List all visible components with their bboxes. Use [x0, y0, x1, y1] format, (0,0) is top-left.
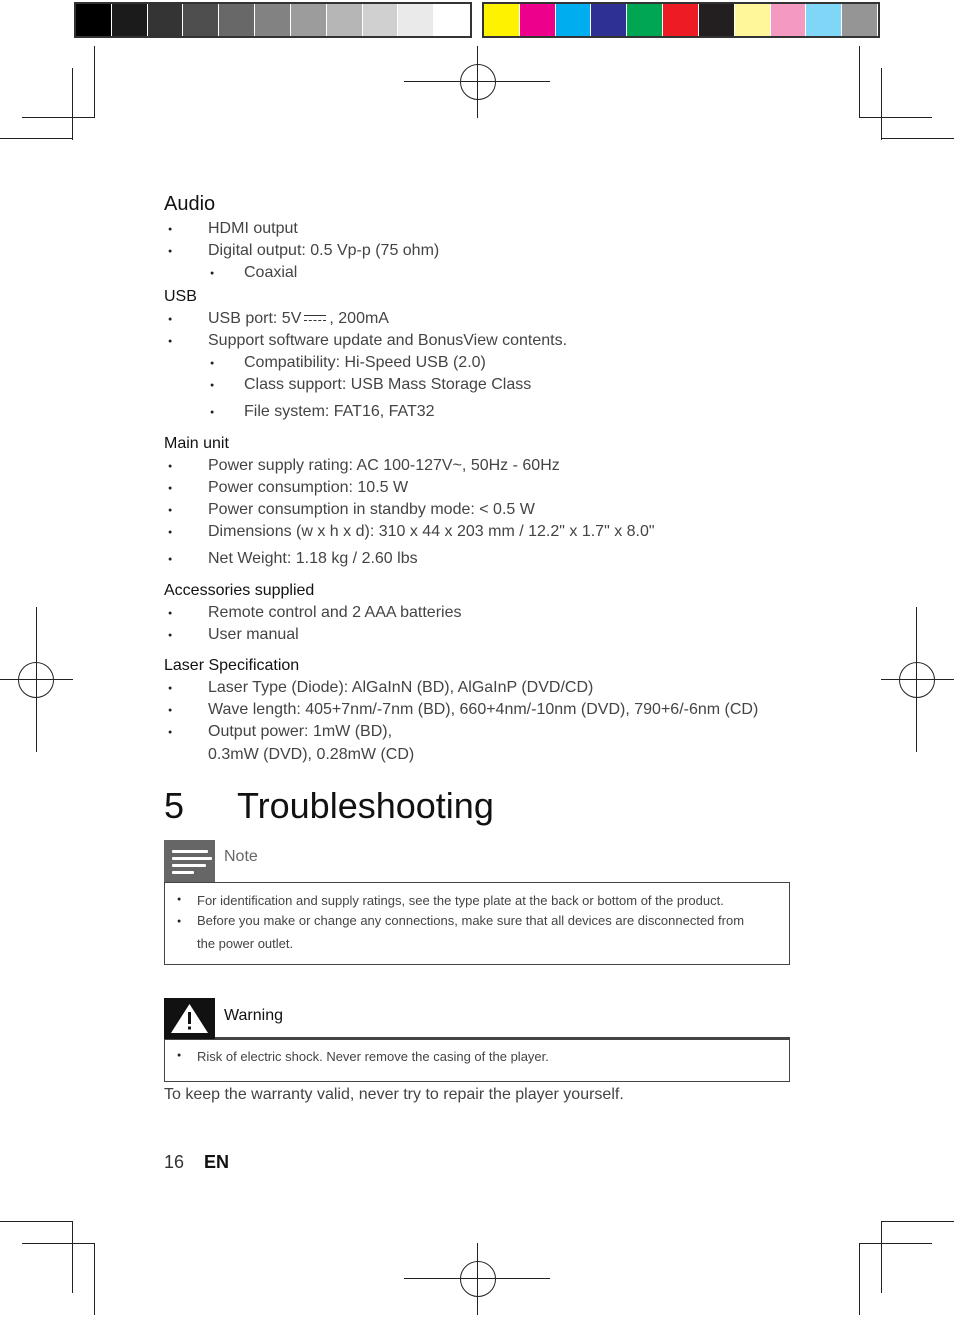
- list-item: ● Dimensions (w x h x d): 310 x 44 x 203 mm / 12.2" x 1.7" x 8.0": [164, 521, 794, 543]
- list-item: ● HDMI output: [164, 218, 794, 240]
- note-label: Note: [224, 848, 258, 865]
- list-item: ● User manual: [164, 624, 794, 646]
- warning-icon: [164, 998, 215, 1039]
- page-number: 16: [164, 1152, 185, 1172]
- color-swatch: [735, 4, 771, 36]
- color-swatch: [327, 4, 363, 36]
- color-swatch: [699, 4, 735, 36]
- note-icon: [164, 840, 215, 882]
- page-footer: [164, 1152, 229, 1173]
- color-swatch: [842, 4, 878, 36]
- audio-heading: Audio: [164, 193, 216, 215]
- list-item: ● File system: FAT16, FAT32: [164, 401, 794, 423]
- color-swatch: [363, 4, 399, 36]
- color-swatch: [520, 4, 556, 36]
- color-swatch: [112, 4, 148, 36]
- color-swatch: [398, 4, 434, 36]
- color-swatch: [484, 4, 520, 36]
- list-item: ● Risk of electric shock. Never remove the casing of the player.: [165, 1046, 789, 1068]
- color-swatch: [291, 4, 327, 36]
- color-swatch: [771, 4, 807, 36]
- chapter-heading: [164, 782, 494, 830]
- list-item: ● Net Weight: 1.18 kg / 2.60 lbs: [164, 548, 794, 570]
- list-item: ● Coaxial: [164, 262, 794, 284]
- note-box: [164, 882, 790, 965]
- specification-content: [164, 190, 794, 767]
- main-unit-heading: Main unit: [164, 435, 229, 452]
- list-item: ● Support software update and BonusView contents.: [164, 330, 794, 352]
- list-item: ● Before you make or change any connections, make sure that all devices are disconnected from: [165, 912, 789, 930]
- list-item-continuation: the power outlet.: [197, 936, 294, 951]
- list-item: [164, 308, 794, 330]
- list-item: ● Class support: USB Mass Storage Class: [164, 374, 794, 396]
- grayscale-bar: [74, 2, 472, 38]
- color-swatch: [183, 4, 219, 36]
- usb-port-suffix: , 200mA: [329, 310, 389, 327]
- color-swatch: [627, 4, 663, 36]
- color-swatch: [148, 4, 184, 36]
- warning-label: Warning: [224, 1007, 283, 1024]
- laser-heading: Laser Specification: [164, 657, 300, 674]
- list-item: ● Compatibility: Hi-Speed USB (2.0): [164, 352, 794, 374]
- language-code: EN: [204, 1152, 230, 1172]
- usb-heading: USB: [164, 288, 197, 305]
- chapter-title: Troubleshooting: [237, 785, 494, 826]
- list-item: ● Power consumption: 10.5 W: [164, 477, 794, 499]
- list-item: ● Digital output: 0.5 Vp-p (75 ohm): [164, 240, 794, 262]
- dc-symbol-icon: [304, 312, 326, 324]
- color-swatch: [76, 4, 112, 36]
- list-item: ● Power consumption in standby mode: < 0.5 W: [164, 499, 794, 521]
- color-swatch: [434, 4, 470, 36]
- list-item: ● For identification and supply ratings, see the type plate at the back or bottom of the product.: [165, 890, 789, 912]
- color-swatch: [255, 4, 291, 36]
- color-swatch: [806, 4, 842, 36]
- color-swatch: [663, 4, 699, 36]
- list-item: ● Laser Type (Diode): AlGaInN (BD), AlGaInP (DVD/CD): [164, 677, 794, 699]
- list-item-continuation: 0.3mW (DVD), 0.28mW (CD): [208, 746, 415, 763]
- accessories-heading: Accessories supplied: [164, 582, 315, 599]
- process-color-bar: [482, 2, 880, 38]
- color-swatch: [219, 4, 255, 36]
- list-item: ● Remote control and 2 AAA batteries: [164, 602, 794, 624]
- color-swatch: [556, 4, 592, 36]
- list-item: ● Power supply rating: AC 100-127V~, 50Hz - 60Hz: [164, 455, 794, 477]
- usb-port-prefix: USB port: 5V: [208, 310, 302, 327]
- warning-box: [164, 1039, 790, 1082]
- list-item: ● Output power: 1mW (BD),: [164, 721, 794, 743]
- closing-text: To keep the warranty valid, never try to repair the player yourself.: [164, 1086, 624, 1103]
- list-item: ● Wave length: 405+7nm/-7nm (BD), 660+4nm/-10nm (DVD), 790+6/-6nm (CD): [164, 699, 794, 721]
- chapter-number: 5: [164, 785, 185, 826]
- color-swatch: [591, 4, 627, 36]
